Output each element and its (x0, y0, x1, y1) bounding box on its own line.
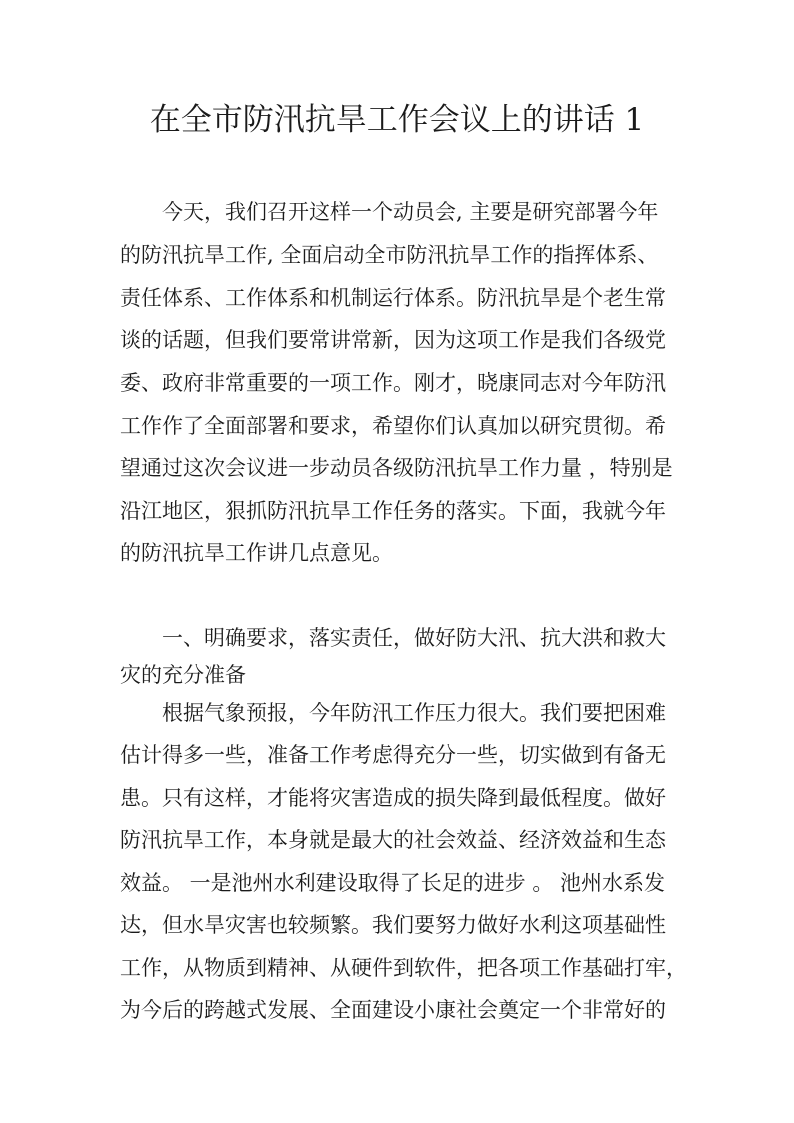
paragraph-line: 工作作了全面部署和要求，希望你们认真加以研究贯彻。希 (120, 414, 666, 438)
paragraph-line: 估计得多一些，准备工作考虑得充分一些，切实做到有备无 (120, 743, 666, 767)
paragraph-line: 工作，从物质到精神、从硬件到软件，把各项工作基础打牢， (120, 956, 687, 980)
paragraph-line: 患。只有这样，才能将灾害造成的损失降到最低程度。做好 (120, 786, 666, 810)
paragraph-line: 根据气象预报，今年防汛工作压力很大。我们要把困难 (162, 701, 666, 725)
paragraph-line: 效益。 一是池州水利建设取得了长足的进步 。 池州水系发 (120, 871, 666, 895)
paragraph-line: 望通过这次会议进一步动员各级防汛抗旱工作力量 ，特别是 (120, 456, 673, 480)
section-heading-line: 灾的充分准备 (120, 663, 246, 687)
paragraph-line: 沿江地区，狠抓防汛抗旱工作任务的落实。下面，我就今年 (120, 499, 666, 523)
document-title: 在全市防汛抗旱工作会议上的讲话 1 (149, 102, 645, 138)
paragraph-line: 为今后的跨越式发展、全面建设小康社会奠定一个非常好的 (120, 998, 666, 1022)
paragraph-line: 责任体系、工作体系和机制运行体系。防汛抗旱是个老生常 (120, 286, 666, 310)
paragraph-line: 的防汛抗旱工作讲几点意见。 (120, 541, 393, 565)
paragraph-line: 今天，我们召开这样一个动员会, 主要是研究部署今年 (162, 200, 659, 224)
paragraph-line: 达，但水旱灾害也较频繁。我们要努力做好水利这项基础性 (120, 913, 666, 937)
paragraph-line: 的防汛抗旱工作, 全面启动全市防汛抗旱工作的指挥体系、 (120, 243, 659, 267)
section-heading-line: 一、明确要求，落实责任，做好防大汛、抗大洪和救大 (162, 626, 666, 650)
paragraph-line: 谈的话题，但我们要常讲常新，因为这项工作是我们各级党 (120, 328, 666, 352)
paragraph-line: 委、政府非常重要的一项工作。刚才，晓康同志对今年防汛 (120, 371, 666, 395)
paragraph-line: 防汛抗旱工作，本身就是最大的社会效益、经济效益和生态 (120, 828, 666, 852)
